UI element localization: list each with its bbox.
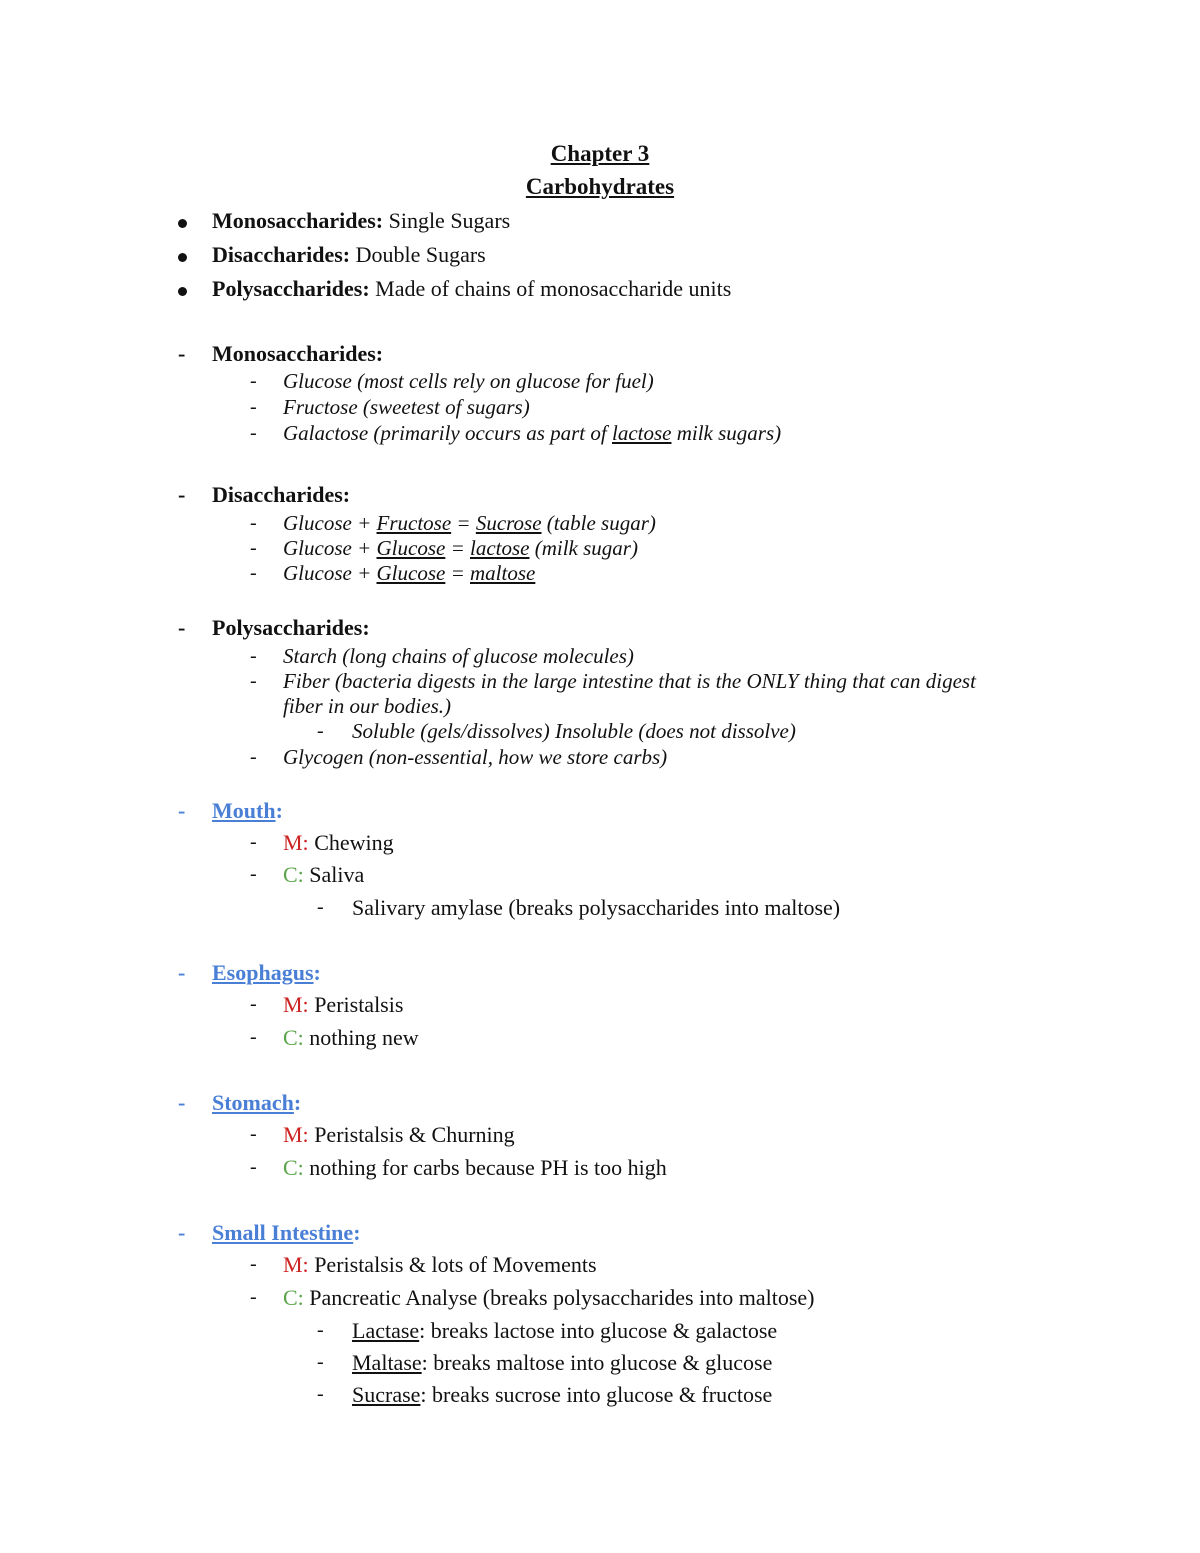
- dash-marker: -: [250, 1156, 257, 1178]
- dash-marker: -: [317, 720, 324, 742]
- chemical-item: C: nothing new: [283, 1025, 419, 1050]
- section-heading-small-intestine: Small Intestine:: [212, 1220, 361, 1245]
- section-heading-stomach: Stomach:: [212, 1090, 302, 1115]
- section-heading-polysaccharides: Polysaccharides:: [212, 615, 370, 640]
- chemical-item: C: nothing for carbs because PH is too high: [283, 1155, 667, 1180]
- bullet-disaccharides: Disaccharides: Double Sugars: [212, 242, 486, 267]
- dash-marker: -: [250, 746, 257, 768]
- section-heading-disaccharides: Disaccharides:: [212, 482, 351, 507]
- enzyme-item-lactase: Lactase: breaks lactose into glucose & galactose: [352, 1318, 778, 1343]
- chemical-item: C: Pancreatic Analyse (breaks polysaccharides into maltose): [283, 1285, 815, 1310]
- mechanical-item: M: Chewing: [283, 830, 394, 855]
- dash-marker: -: [178, 798, 186, 823]
- dash-marker: -: [317, 896, 324, 918]
- list-item: Glucose (most cells rely on glucose for fuel): [283, 369, 654, 393]
- bullet-dot: [178, 253, 187, 262]
- dash-marker: -: [178, 1220, 186, 1245]
- dash-marker: -: [250, 863, 257, 885]
- dash-marker: -: [317, 1351, 324, 1373]
- dash-marker: -: [178, 341, 186, 366]
- dash-marker: -: [250, 1286, 257, 1308]
- bullet-monosaccharides: Monosaccharides: Single Sugars: [212, 208, 511, 233]
- section-heading-mouth: Mouth:: [212, 798, 283, 823]
- dash-marker: -: [250, 670, 257, 692]
- list-item: Starch (long chains of glucose molecules): [283, 644, 634, 668]
- chapter-title: Chapter 3: [550, 141, 650, 166]
- bullet-polysaccharides: Polysaccharides: Made of chains of monosaccharide units: [212, 276, 732, 301]
- chemical-item: C: Saliva: [283, 862, 365, 887]
- dash-marker: -: [178, 960, 186, 985]
- enzyme-item-sucrase: Sucrase: breaks sucrose into glucose & fructose: [352, 1382, 773, 1407]
- mechanical-item: M: Peristalsis & Churning: [283, 1122, 515, 1147]
- dash-marker: -: [250, 396, 257, 418]
- list-item: Glucose + Glucose = lactose (milk sugar): [283, 536, 638, 560]
- dash-marker: -: [317, 1383, 324, 1405]
- dash-marker: -: [250, 993, 257, 1015]
- sub-list-item: Salivary amylase (breaks polysaccharides into maltose): [352, 895, 841, 920]
- dash-marker: -: [250, 370, 257, 392]
- dash-marker: -: [250, 512, 257, 534]
- mechanical-item: M: Peristalsis: [283, 992, 404, 1017]
- dash-marker: -: [250, 562, 257, 584]
- dash-marker: -: [250, 422, 257, 444]
- dash-marker: -: [250, 1026, 257, 1048]
- dash-marker: -: [178, 1090, 186, 1115]
- dash-marker: -: [250, 1123, 257, 1145]
- list-item-continuation: fiber in our bodies.): [283, 694, 451, 718]
- dash-marker: -: [250, 645, 257, 667]
- enzyme-item-maltase: Maltase: breaks maltose into glucose & glucose: [352, 1350, 773, 1375]
- dash-marker: -: [250, 1253, 257, 1275]
- bullet-dot: [178, 219, 187, 228]
- mechanical-item: M: Peristalsis & lots of Movements: [283, 1252, 597, 1277]
- chapter-subtitle: Carbohydrates: [525, 174, 675, 199]
- bullet-dot: [178, 287, 187, 296]
- dash-marker: -: [178, 615, 186, 640]
- section-heading-monosaccharides: Monosaccharides:: [212, 341, 384, 366]
- list-item: Glucose + Glucose = maltose: [283, 561, 536, 585]
- dash-marker: -: [178, 482, 186, 507]
- section-heading-esophagus: Esophagus:: [212, 960, 321, 985]
- list-item: Fiber (bacteria digests in the large intestine that is the ONLY thing that can digest: [283, 669, 976, 693]
- dash-marker: -: [250, 831, 257, 853]
- dash-marker: -: [250, 537, 257, 559]
- list-item: Fructose (sweetest of sugars): [283, 395, 530, 419]
- list-item: Glycogen (non-essential, how we store carbs): [283, 745, 668, 769]
- dash-marker: -: [317, 1319, 324, 1341]
- list-item: Galactose (primarily occurs as part of lactose milk sugars): [283, 421, 782, 445]
- sub-list-item: Soluble (gels/dissolves) Insoluble (does not dissolve): [352, 719, 796, 743]
- list-item: Glucose + Fructose = Sucrose (table sugar): [283, 511, 656, 535]
